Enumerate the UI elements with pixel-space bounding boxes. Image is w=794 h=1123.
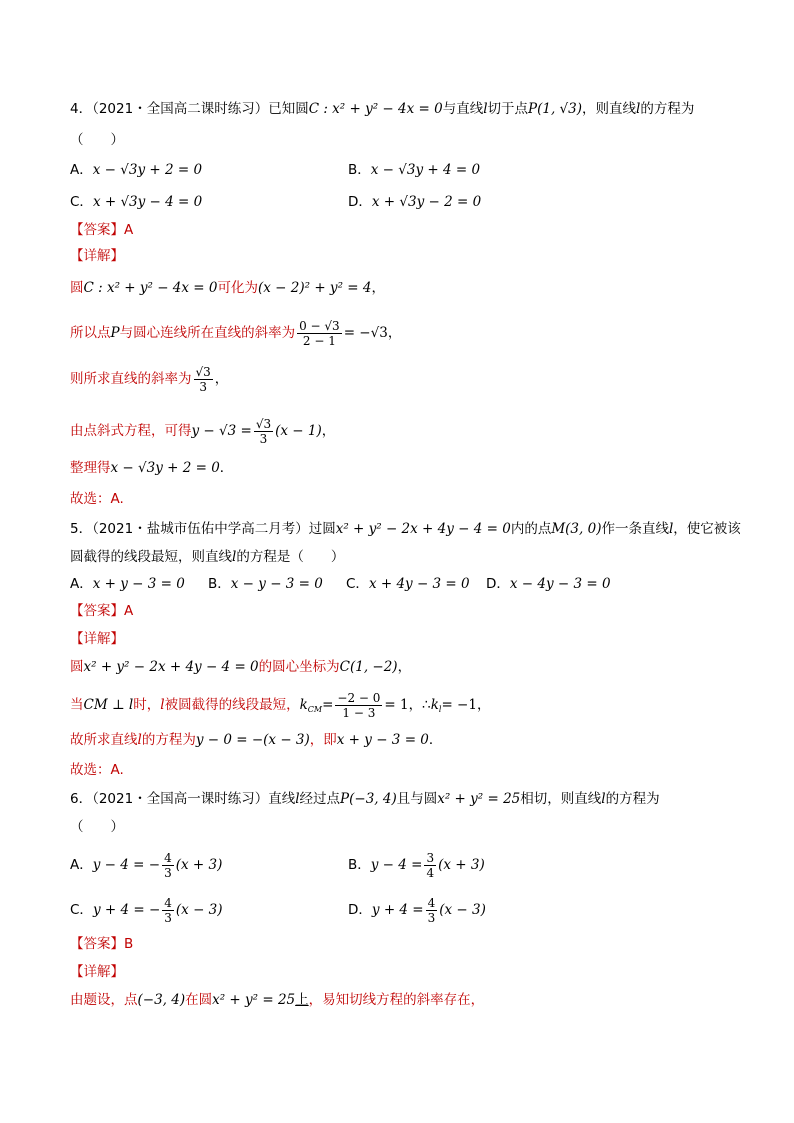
q4-paren: （ ） bbox=[70, 132, 124, 148]
q4-solution-line2 bbox=[70, 316, 401, 350]
q4-stem-end: 的方程为 bbox=[640, 101, 695, 117]
math: (x − 3) bbox=[175, 902, 223, 918]
q5-option-d bbox=[486, 574, 611, 594]
fraction bbox=[335, 691, 382, 720]
option-label: D． bbox=[348, 902, 372, 918]
q4-solution-line5 bbox=[70, 458, 233, 478]
fraction bbox=[162, 896, 174, 925]
subscript: CM bbox=[307, 705, 323, 714]
text: 由题设，点 bbox=[70, 992, 138, 1008]
q6-solution-line1 bbox=[70, 990, 484, 1010]
q4-stem-line1 bbox=[70, 99, 694, 119]
q4-stem-mid2: 切于点 bbox=[487, 101, 529, 117]
text: ． bbox=[219, 460, 234, 476]
math: l bbox=[668, 521, 674, 537]
q5-stem-line1 bbox=[70, 519, 741, 539]
q4-option-a bbox=[70, 160, 202, 180]
denominator: 1 − 3 bbox=[342, 705, 376, 720]
denominator: 3 bbox=[427, 910, 436, 925]
q6-stem-head: 6．（2021・全国高一课时练习）直线 bbox=[70, 791, 296, 807]
q4-solution-line3 bbox=[70, 362, 228, 396]
text: ，易知切线方程的斜率存在， bbox=[308, 992, 485, 1008]
text: 由点斜式方程，可得 bbox=[70, 423, 192, 439]
q6-answer-tag: 【答案】B bbox=[70, 936, 134, 952]
q4-pick: 故选：A. bbox=[70, 491, 124, 507]
text: 经过点 bbox=[299, 791, 341, 807]
numerator: √3 bbox=[195, 364, 211, 379]
therefore-symbol: ∴ bbox=[422, 697, 431, 713]
q5-stem-head: 5．（2021・盐城市伍佑中学高二月考）过圆 bbox=[70, 521, 336, 537]
text: ，即 bbox=[309, 732, 337, 748]
text: 圆截得的线段最短，则直线 bbox=[70, 549, 232, 565]
q6-circle-equation: x² + y² = 25 bbox=[437, 791, 521, 807]
fraction bbox=[426, 896, 438, 925]
numerator: 4 bbox=[164, 850, 172, 865]
text: ， bbox=[397, 659, 412, 675]
text: 则所求直线的斜率为 bbox=[70, 371, 192, 387]
q4-point: P(1, √3) bbox=[528, 101, 583, 117]
denominator: 3 bbox=[199, 379, 207, 394]
q4-line-var-2: l bbox=[636, 101, 641, 117]
q5-option-c bbox=[346, 574, 470, 594]
q4-detail-tag: 【详解】 bbox=[70, 248, 124, 264]
q6-option-a bbox=[70, 848, 222, 882]
option-math: x + y − 3 = 0 bbox=[92, 576, 185, 592]
math: CM ⊥ l bbox=[83, 697, 134, 713]
math: l bbox=[601, 791, 606, 807]
numerator: 3 bbox=[426, 850, 435, 865]
option-label: D． bbox=[348, 194, 372, 210]
text: 的方程是（ ） bbox=[236, 549, 345, 565]
text: 的方程为 bbox=[605, 791, 660, 807]
math: y + 4 = bbox=[371, 902, 424, 918]
fraction bbox=[424, 851, 436, 880]
q5-solution-line3 bbox=[70, 730, 442, 750]
math: y + 4 = − bbox=[92, 902, 161, 918]
slope-l bbox=[431, 697, 442, 713]
text: 内的点 bbox=[510, 521, 552, 537]
q5-option-b bbox=[208, 574, 323, 594]
q6-detail-tag: 【详解】 bbox=[70, 964, 124, 980]
option-label: C． bbox=[70, 194, 93, 210]
slope-cm bbox=[300, 697, 323, 713]
text: ，使它被该 bbox=[673, 521, 741, 537]
math: = bbox=[322, 697, 334, 713]
text: 的圆心坐标为 bbox=[258, 659, 340, 675]
math: y − 4 = bbox=[370, 857, 423, 873]
text: 在圆 bbox=[185, 992, 213, 1008]
q5-answer-tag: 【答案】A bbox=[70, 603, 134, 619]
q6-paren: （ ） bbox=[70, 819, 124, 835]
math: l bbox=[295, 791, 300, 807]
q5-solution-line2 bbox=[70, 688, 490, 722]
math: (x + 3) bbox=[175, 857, 223, 873]
q5-stem-line2 bbox=[70, 547, 344, 567]
q4-option-c bbox=[70, 192, 202, 212]
subscript: l bbox=[438, 705, 442, 714]
math: y − √3 = bbox=[191, 423, 252, 439]
text: 可化为 bbox=[217, 280, 258, 296]
text: 且与圆 bbox=[396, 791, 438, 807]
denominator: 2 − 1 bbox=[302, 333, 336, 348]
q4-stem-head: 4．（2021・全国高二课时练习）已知圆 bbox=[70, 101, 309, 117]
text: ， bbox=[387, 325, 402, 341]
text: 所以点 bbox=[70, 325, 111, 341]
q4-answer-tag: 【答案】A bbox=[70, 222, 134, 238]
denominator: 3 bbox=[164, 865, 172, 880]
math: x² + y² = 25 bbox=[212, 992, 296, 1008]
math: y − 0 = −(x − 3) bbox=[195, 732, 310, 748]
q4-circle-equation: C : x² + y² − 4x = 0 bbox=[308, 101, 443, 117]
text: 圆 bbox=[70, 659, 84, 675]
option-label: B． bbox=[348, 857, 371, 873]
math: = −1 bbox=[441, 697, 477, 713]
text: 上 bbox=[295, 992, 309, 1008]
math: l bbox=[232, 549, 237, 565]
q4-solution-line4 bbox=[70, 414, 335, 448]
math: k bbox=[299, 697, 308, 713]
math: x − √3y + 2 = 0 bbox=[110, 460, 220, 476]
math: (−3, 4) bbox=[137, 992, 186, 1008]
math: (x − 2)² + y² = 4 bbox=[258, 280, 372, 296]
q6-option-c bbox=[70, 893, 223, 927]
q4-solution-line1 bbox=[70, 278, 385, 298]
q6-option-b bbox=[348, 848, 485, 882]
text: ， bbox=[476, 697, 491, 713]
denominator: 3 bbox=[164, 910, 172, 925]
q4-line-var: l bbox=[483, 101, 488, 117]
option-math: x − √3y + 2 = 0 bbox=[92, 162, 203, 178]
text: 的方程为 bbox=[141, 732, 196, 748]
text: ， bbox=[321, 423, 336, 439]
q5-circle-equation: x² + y² − 2x + 4y − 4 = 0 bbox=[335, 521, 511, 537]
math: l bbox=[160, 697, 165, 713]
option-label: A． bbox=[70, 576, 93, 592]
q5-option-a bbox=[70, 574, 185, 594]
numerator: 0 − √3 bbox=[299, 318, 340, 333]
text: 当 bbox=[70, 697, 84, 713]
text: 整理得 bbox=[70, 460, 111, 476]
math: x² + y² − 2x + 4y − 4 = 0 bbox=[83, 659, 259, 675]
option-math: x − y − 3 = 0 bbox=[230, 576, 323, 592]
text: 故所求直线 bbox=[70, 732, 138, 748]
text: 被圆截得的线段最短， bbox=[164, 697, 300, 713]
option-label: C． bbox=[70, 902, 93, 918]
text: 与圆心连线所在直线的斜率为 bbox=[119, 325, 296, 341]
math: x + y − 3 = 0 bbox=[336, 732, 429, 748]
math: (x − 3) bbox=[439, 902, 486, 918]
option-label: A． bbox=[70, 162, 93, 178]
q4-stem-tail: ，则直线 bbox=[582, 101, 637, 117]
text: ， bbox=[408, 697, 423, 713]
option-label: B． bbox=[208, 576, 231, 592]
option-label: D． bbox=[486, 576, 510, 592]
text: 作一条直线 bbox=[601, 521, 669, 537]
numerator: 4 bbox=[164, 895, 172, 910]
denominator: 3 bbox=[259, 431, 268, 446]
math: l bbox=[137, 732, 142, 748]
q5-detail-tag: 【详解】 bbox=[70, 631, 124, 647]
q4-option-b bbox=[348, 160, 480, 180]
math: y − 4 = − bbox=[92, 857, 161, 873]
option-math: x − √3y + 4 = 0 bbox=[370, 162, 481, 178]
text: 时， bbox=[133, 697, 161, 713]
math: = 1 bbox=[384, 697, 409, 713]
math: (x − 1) bbox=[275, 423, 322, 439]
math: (x + 3) bbox=[438, 857, 485, 873]
option-math: x − 4y − 3 = 0 bbox=[509, 576, 611, 592]
option-label: C． bbox=[346, 576, 369, 592]
text: ， bbox=[214, 371, 229, 387]
text: ． bbox=[428, 732, 443, 748]
q6-point: P(−3, 4) bbox=[340, 791, 397, 807]
q4-stem-mid: 与直线 bbox=[442, 101, 484, 117]
q4-option-d bbox=[348, 192, 481, 212]
text: ， bbox=[371, 280, 385, 296]
fraction bbox=[297, 319, 342, 348]
option-math: x + 4y − 3 = 0 bbox=[368, 576, 470, 592]
math: C : x² + y² − 4x = 0 bbox=[83, 280, 218, 296]
option-label: A． bbox=[70, 857, 93, 873]
numerator: √3 bbox=[255, 416, 272, 431]
q6-stem-line1 bbox=[70, 789, 660, 809]
math: C(1, −2) bbox=[339, 659, 398, 675]
numerator: 4 bbox=[427, 895, 436, 910]
option-label: B． bbox=[348, 162, 371, 178]
math: k bbox=[430, 697, 439, 713]
fraction bbox=[194, 365, 213, 394]
text: 相切，则直线 bbox=[520, 791, 602, 807]
option-math: x + √3y − 4 = 0 bbox=[92, 194, 203, 210]
fraction bbox=[254, 417, 273, 446]
fraction bbox=[162, 851, 174, 880]
q5-point: M(3, 0) bbox=[551, 521, 602, 537]
denominator: 4 bbox=[426, 865, 435, 880]
math: = −√3 bbox=[343, 325, 388, 341]
q5-pick: 故选：A. bbox=[70, 762, 124, 778]
text: 圆 bbox=[70, 280, 84, 296]
numerator: −2 − 0 bbox=[337, 690, 381, 705]
math: P bbox=[110, 325, 120, 341]
option-math: x + √3y − 2 = 0 bbox=[371, 194, 482, 210]
q5-solution-line1 bbox=[70, 657, 411, 677]
q6-option-d bbox=[348, 893, 486, 927]
